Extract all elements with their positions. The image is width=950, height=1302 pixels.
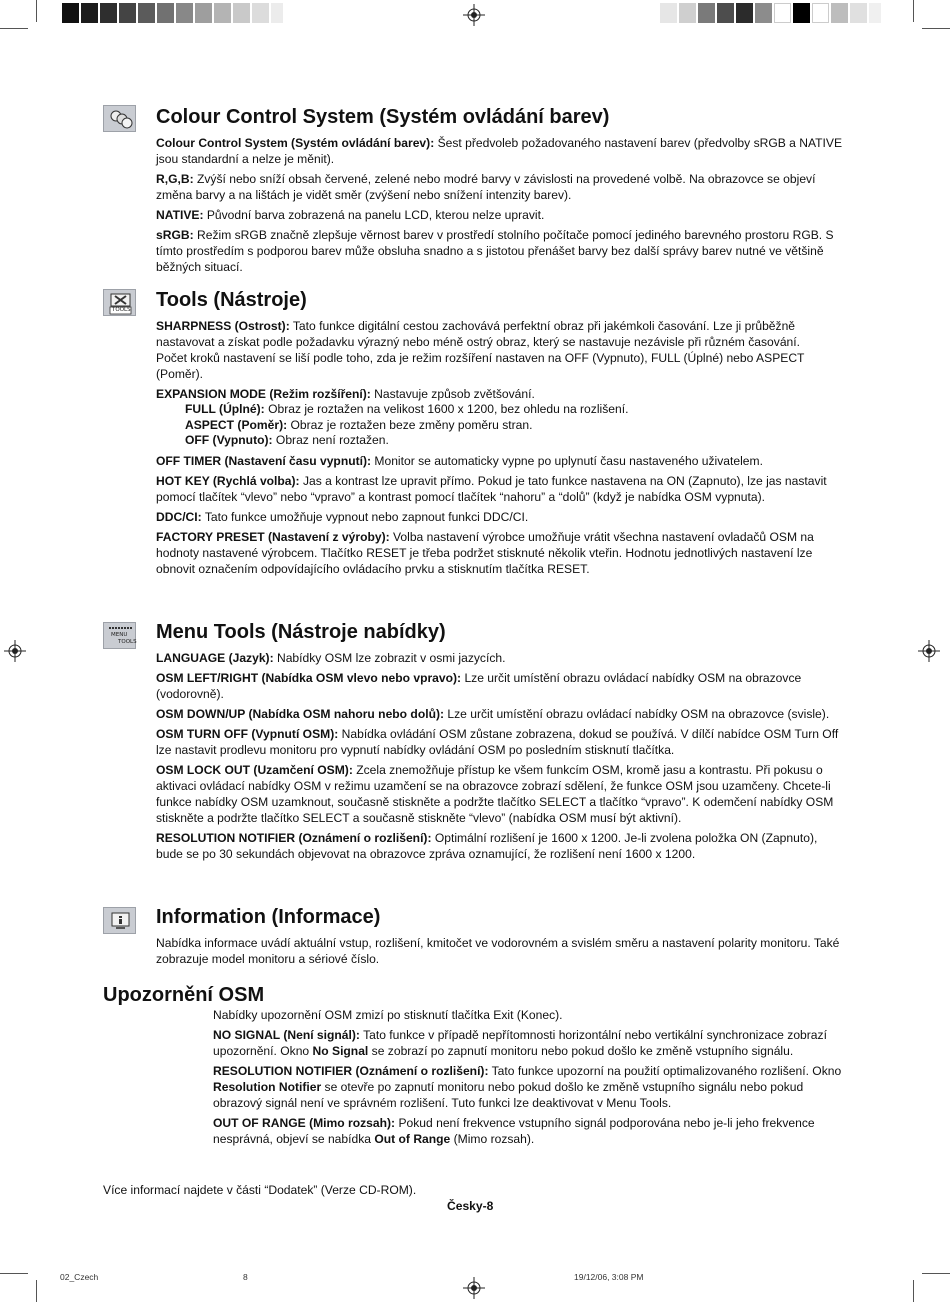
paragraph: LANGUAGE (Jazyk): Nabídky OSM lze zobrazit v osmi jazycích. (156, 651, 506, 665)
section-osm-warnings-title: Upozornění OSM (103, 984, 265, 1006)
paragraph: Nabídka informace uvádí aktuální vstup, rozlišení, kmitočet ve vodorovném a svislém směru a nastavení polarity monitoru. Také zobrazuje model monitoru a sériové číslo. (156, 936, 840, 966)
crop-mark (913, 0, 914, 22)
paragraph: RESOLUTION NOTIFIER (Oznámení o rozlišení): Optimální rozlišení je 1600 x 1200. Je-li zvolena položka ON (Zapnuto), bude se po 30 sekundách objevovat na obrazovce zpráva oznamující, že rozlišení není 1600 x 1200. (156, 831, 818, 861)
color-bar-left (62, 3, 283, 23)
paragraph: OSM DOWN/UP (Nabídka OSM nahoru nebo dolů): Lze určit umístění obrazu ovládací nabídky OSM na obrazovce (svisle). (156, 707, 830, 721)
section-information (156, 905, 846, 971)
crop-mark (0, 1273, 28, 1274)
paragraph: OSM LEFT/RIGHT (Nabídka OSM vlevo nebo vpravo): Lze určit umístění obrazu ovládací nabídky OSM na obrazovce (vodorovně). (156, 671, 802, 701)
section-title: Information (Informace) (156, 906, 381, 928)
paragraph: SHARPNESS (Ostrost): Tato funkce digitální cestou zachovává perfektní obraz při jakémkoli časování. Lze ji průběžně nastavovat a získat podle požadavku výrazný nebo méně ostrý obraz, který se nastavuje nezávisle při různém časování. (156, 319, 800, 349)
paragraph: HOT KEY (Rychlá volba): Jas a kontrast lze upravit přímo. Pokud je tato funkce nastavena na ON (Zapnuto), lze jas nastavit pomocí tlačítek “vlevo” nebo “vpravo” a kontrast pomocí tlačítek “nahoru” a “dolů” (když je nabídka OSM vypnuta). (156, 473, 827, 504)
section-tools (156, 288, 846, 581)
section-title: Colour Control System (Systém ovládání barev) (156, 106, 610, 128)
paragraph: OSM LOCK OUT (Uzamčení OSM): Zcela znemožňuje přístup ke všem funkcím OSM, kromě jasu a kontrastu. Při pokusu o aktivaci ovládací nabídky OSM v režimu uzamčení se na obrazovce zobrazí sdělení, že funkce OSM jsou uzamčeny. Chcete-li funkce nabídky OSM uzamknout, současně stiskněte a podržte tlačítko SELECT a tlačítko “vpravo”. K odemčení nabídky OSM stiskněte a podržte tlačítko SELECT a současně stiskněte “vlevo” (nabídka OSM musí být aktivní). (156, 763, 834, 825)
menu-tools-icon-label-2: TOOLS (118, 639, 137, 645)
section-menu-tools (156, 620, 846, 866)
paragraph: Colour Control System (Systém ovládání barev): Šest předvoleb požadovaného nastavení barev (předvolby sRGB a NATIVE jsou standardní a nelze je měnit). (156, 136, 843, 166)
registration-mark-bottom (463, 1277, 485, 1299)
paragraph: NO SIGNAL (Není signál): Tato funkce v případě nepřítomnosti horizontální nebo vertikální synchronizace zobrazí upozornění. Okno No Signal se zobrazí po zapnutí monitoru nebo pokud došlo ke změně vstupního signálu. (213, 1028, 827, 1058)
section-title: Tools (Nástroje) (156, 289, 307, 311)
paragraph: FACTORY PRESET (Nastavení z výroby): Volba nastavení výrobce umožňuje vrátit všechna nastavení ovladačů OSM na hodnoty nastavené výrobcem. Tlačítko RESET je třeba podržet stisknuté několik vteřin. Hodnotu jednotlivých nastavení lze obnovit označením odpovídajícího ovládacího prvku a stisknutím tlačítka RESET. (156, 529, 814, 576)
crop-mark (0, 28, 28, 29)
menu-tools-icon-label-1: MENU (111, 632, 128, 638)
tools-icon-label: TOOLS (112, 307, 131, 313)
paragraph: OFF TIMER (Nastavení času vypnutí): Monitor se automaticky vypne po uplynutí času nastaveného uživatelem. (156, 453, 763, 468)
paragraph: DDC/CI: Tato funkce umožňuje vypnout nebo zapnout funkci DDC/CI. (156, 509, 529, 524)
section-osm-warnings (213, 1007, 843, 1151)
tools-icon (103, 289, 136, 316)
paragraph: Počet kroků nastavení se liší podle toho, zda je režim rozšíření nastaven na OFF (Vypnuto), FULL (Úplné) nebo ASPECT (Poměr). (156, 351, 805, 381)
crop-mark (922, 1273, 950, 1274)
crop-mark (36, 1280, 37, 1302)
color-bar-right (660, 3, 881, 23)
paragraph: EXPANSION MODE (Režim rozšíření): Nastavuje způsob zvětšování. (156, 387, 535, 401)
crop-mark (36, 0, 37, 22)
more-info-note: Více informací najdete v části “Dodatek” (Verze CD-ROM). (103, 1183, 417, 1197)
paragraph: R,G,B: Zvýší nebo sníží obsah červené, zelené nebo modré barvy v závislosti na provedené volbě. Na obrazovce se objeví změna barvy a na lištách je vidět směr (zvýšení nebo snížení intenzity barev). (156, 172, 816, 202)
slug-page: 8 (243, 1272, 248, 1282)
sub-item: FULL (Úplné): Obraz je roztažen na velikost 1600 x 1200, bez ohledu na rozlišení. (185, 402, 629, 416)
paragraph: Nabídky upozornění OSM zmizí po stisknutí tlačítka Exit (Konec). (213, 1008, 563, 1022)
registration-mark-left (4, 640, 26, 662)
crop-mark (913, 1280, 914, 1302)
sub-item: OFF (Vypnuto): Obraz není roztažen. (185, 433, 389, 447)
information-icon (103, 907, 136, 934)
section-colour-control (156, 105, 846, 279)
paragraph: NATIVE: Původní barva zobrazená na panelu LCD, kterou nelze upravit. (156, 208, 545, 222)
paragraph: RESOLUTION NOTIFIER (Oznámení o rozlišení): Tato funkce upozorní na použití optimalizovaného rozlišení. Okno Resolution Notifier se otevře po zapnutí monitoru nebo pokud došlo ke změně vstupního signálu nebo pokud obrazový signál není ve správném rozlišení. Tuto funkci lze deaktivovat v Menu Tools. (213, 1064, 842, 1110)
slug-file: 02_Czech (60, 1272, 99, 1282)
crop-mark (922, 28, 950, 29)
paragraph: OSM TURN OFF (Vypnutí OSM): Nabídka ovládání OSM zůstane zobrazena, dokud se používá. V dílčí nabídce OSM Turn Off lze nastavit prodlevu monitoru pro vypnutí nabídky ovládání OSM po posledním stisknutí tlačítka. (156, 727, 839, 757)
paragraph: OUT OF RANGE (Mimo rozsah): Pokud není frekvence vstupního signál podporována nebo je-li jeho frekvence nesprávná, objeví se nabídka Out of Range (Mimo rozsah). (213, 1116, 815, 1146)
menu-tools-icon (103, 622, 136, 649)
sub-item: ASPECT (Poměr): Obraz je roztažen beze změny poměru stran. (185, 417, 533, 432)
paragraph: sRGB: Režim sRGB značně zlepšuje věrnost barev v prostředí stolního počítače pomocí jediného barevného prostoru RGB. S tímto prostředím s podporou barev může obsluha snadno a s jistotou přenášet barvy bez další správy barev nutné ve většině běžných situací. (156, 228, 834, 274)
registration-mark-right (918, 640, 940, 662)
colour-control-icon (103, 105, 136, 132)
page-number: Česky-8 (447, 1199, 494, 1213)
registration-mark-top (463, 4, 485, 26)
slug-date: 19/12/06, 3:08 PM (574, 1272, 644, 1282)
section-title: Menu Tools (Nástroje nabídky) (156, 621, 446, 643)
